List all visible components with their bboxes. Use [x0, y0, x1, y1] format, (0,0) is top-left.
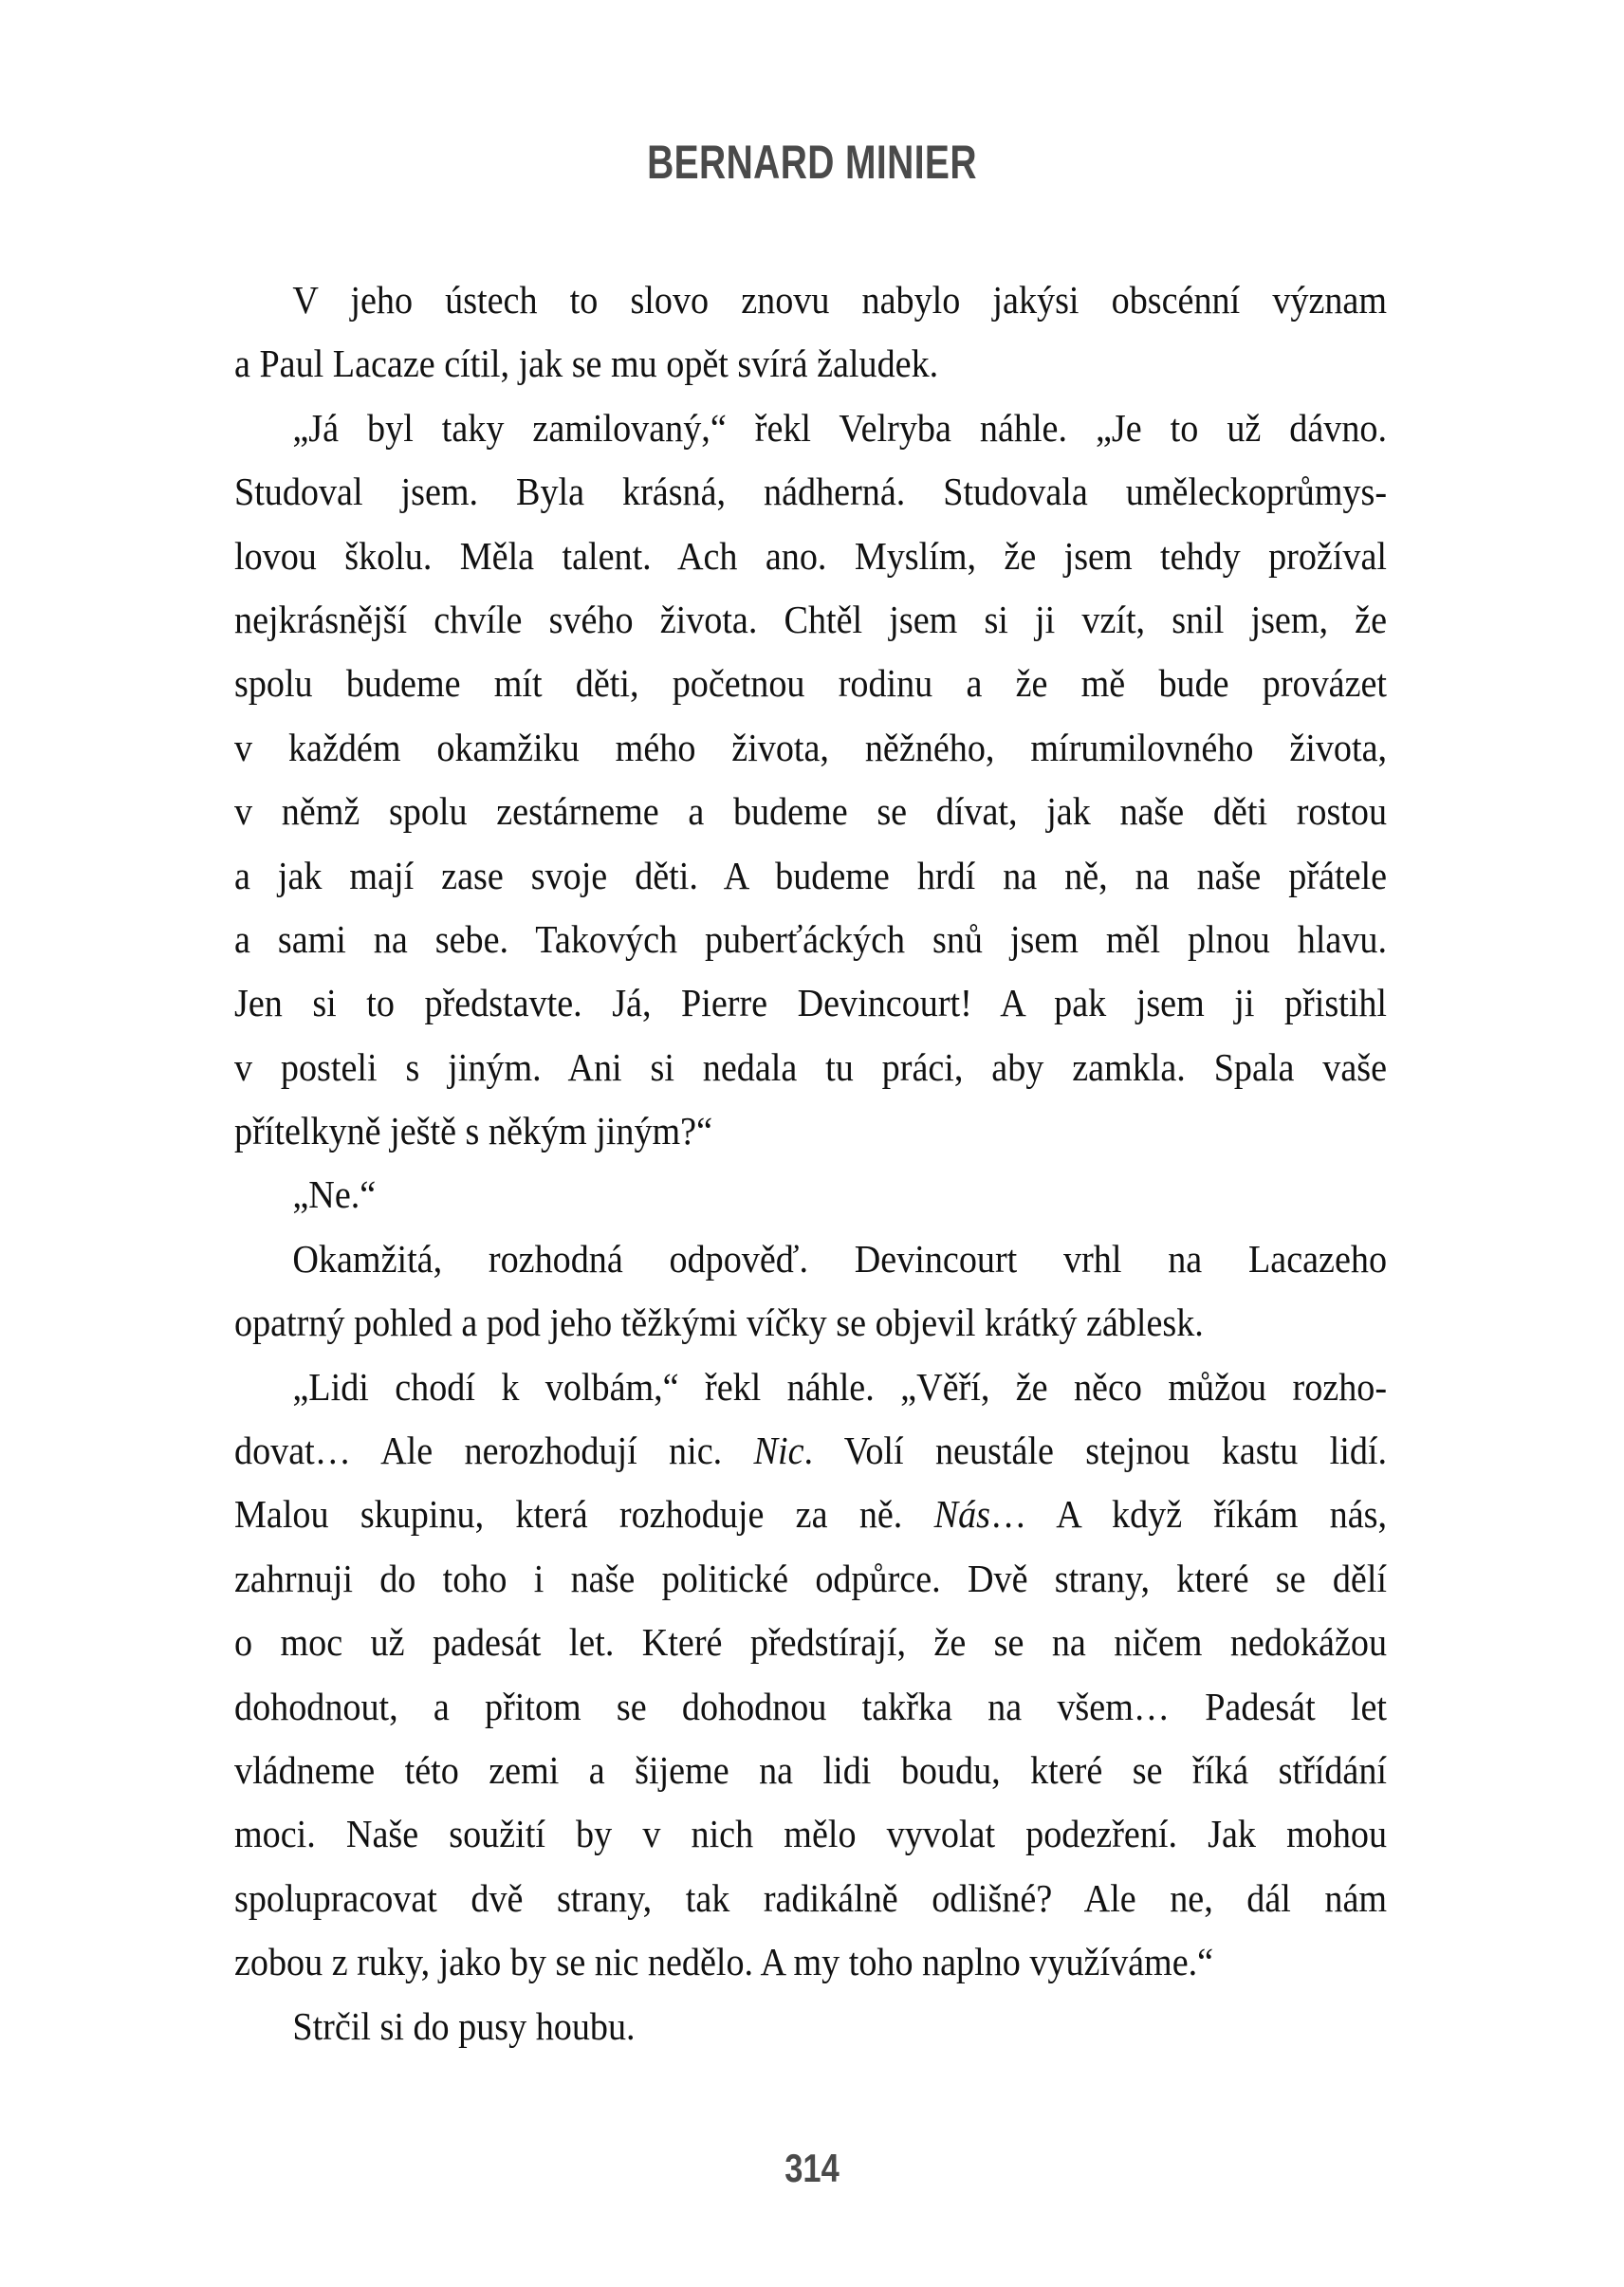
text-run: Studoval jsem. Byla krásná, nádherná. Studovala uměleckoprůmys- — [234, 470, 1388, 514]
text-run: dohodnout, a přitom se dohodnou takřka na všem… Padesát let — [234, 1684, 1388, 1728]
text-line — [234, 1227, 1387, 1291]
text-run: . Volí neustále stejnou kastu lidí. — [803, 1429, 1388, 1473]
text-run: … A když říkám nás, — [989, 1492, 1388, 1537]
text-line — [234, 1356, 1387, 1419]
text-run: zobou z ruky, jako by se nic nedělo. A my toho naplno využíváme.“ — [234, 1940, 1214, 1984]
text-run: a jak mají zase svoje děti. A budeme hrdí na ně, na naše přátele — [234, 853, 1388, 897]
text-line — [234, 1611, 1387, 1674]
text-run: Strčil si do pusy houbu. — [292, 2003, 636, 2048]
text-line — [234, 1930, 1387, 1994]
text-run: nejkrásnější chvíle svého života. Chtěl jsem si ji vzít, snil jsem, že — [234, 597, 1388, 641]
text-run: Malou skupinu, která rozhoduje za ně. — [234, 1492, 934, 1537]
text-line — [234, 1547, 1387, 1611]
emphasized-word: Nás — [933, 1492, 990, 1537]
text-run: „Lidi chodí k volbám,“ řekl náhle. „Věří, že něco můžou rozho- — [292, 1364, 1388, 1409]
body-text — [234, 268, 1387, 2058]
text-run: moci. Naše soužití by v nich mělo vyvolat podezření. Jak mohou — [234, 1812, 1388, 1856]
text-run: dovat… Ale nerozhodují nic. — [234, 1429, 754, 1473]
text-line — [234, 971, 1387, 1035]
text-run: v každém okamžiku mého života, něžného, mírumilovného života, — [234, 725, 1388, 769]
text-line — [234, 525, 1387, 588]
text-run: o moc už padesát let. Které předstírají, že se na ničem nedokážou — [234, 1620, 1388, 1665]
text-line — [234, 460, 1387, 524]
text-line — [234, 1995, 1387, 2058]
text-line — [234, 1291, 1387, 1355]
page-number: 314 — [784, 2146, 840, 2190]
text-line — [234, 1867, 1387, 1930]
text-line — [234, 588, 1387, 652]
text-line — [234, 397, 1387, 460]
emphasized-word: Nic — [753, 1429, 804, 1473]
text-line — [234, 716, 1387, 780]
text-run: spolu budeme mít děti, početnou rodinu a že mě bude provázet — [234, 661, 1388, 706]
text-line — [234, 1099, 1387, 1163]
text-run: V jeho ústech to slovo znovu nabylo jakýsi obscénní význam — [292, 278, 1388, 322]
text-run: spolupracovat dvě strany, tak radikálně odlišné? Ale ne, dál nám — [234, 1875, 1388, 1920]
text-line — [234, 1419, 1387, 1483]
text-line — [234, 652, 1387, 715]
running-head-author: BERNARD MINIER — [647, 136, 977, 189]
text-run: a sami na sebe. Takových puberťáckých snů jsem měl plnou hlavu. — [234, 916, 1388, 961]
text-run: Okamžitá, rozhodná odpověď. Devincourt vrhl na Lacazeho — [292, 1236, 1388, 1281]
text-line — [234, 1483, 1387, 1546]
text-line — [234, 1739, 1387, 1802]
text-run: přítelkyně ještě s někým jiným?“ — [234, 1109, 713, 1153]
text-run: v posteli s jiným. Ani si nedala tu práci, aby zamkla. Spala vaše — [234, 1044, 1388, 1089]
text-run: Jen si to představte. Já, Pierre Devincourt! A pak jsem ji přistihl — [234, 981, 1388, 1025]
text-run: vládneme této zemi a šijeme na lidi boudu, které se říká střídání — [234, 1747, 1388, 1792]
text-run: „Já byl taky zamilovaný,“ řekl Velryba náhle. „Je to už dávno. — [292, 405, 1388, 450]
text-run: opatrný pohled a pod jeho těžkými víčky se objevil krátký záblesk. — [234, 1300, 1204, 1345]
text-line — [234, 1802, 1387, 1866]
text-line — [234, 780, 1387, 843]
text-run: „Ne.“ — [292, 1172, 377, 1217]
text-line — [234, 908, 1387, 971]
text-run: lovou školu. Měla talent. Ach ano. Myslím, že jsem tehdy prožíval — [234, 533, 1388, 578]
text-run: v němž spolu zestárneme a budeme se dívat, jak naše děti rostou — [234, 789, 1388, 834]
text-run: a Paul Lacaze cítil, jak se mu opět svírá žaludek. — [234, 341, 939, 386]
text-line — [234, 844, 1387, 908]
text-line — [234, 1163, 1387, 1226]
text-line — [234, 1675, 1387, 1739]
text-run: zahrnuji do toho i naše politické odpůrce. Dvě strany, které se dělí — [234, 1556, 1388, 1600]
text-line — [234, 332, 1387, 396]
text-line — [234, 1036, 1387, 1099]
text-line — [234, 268, 1387, 332]
